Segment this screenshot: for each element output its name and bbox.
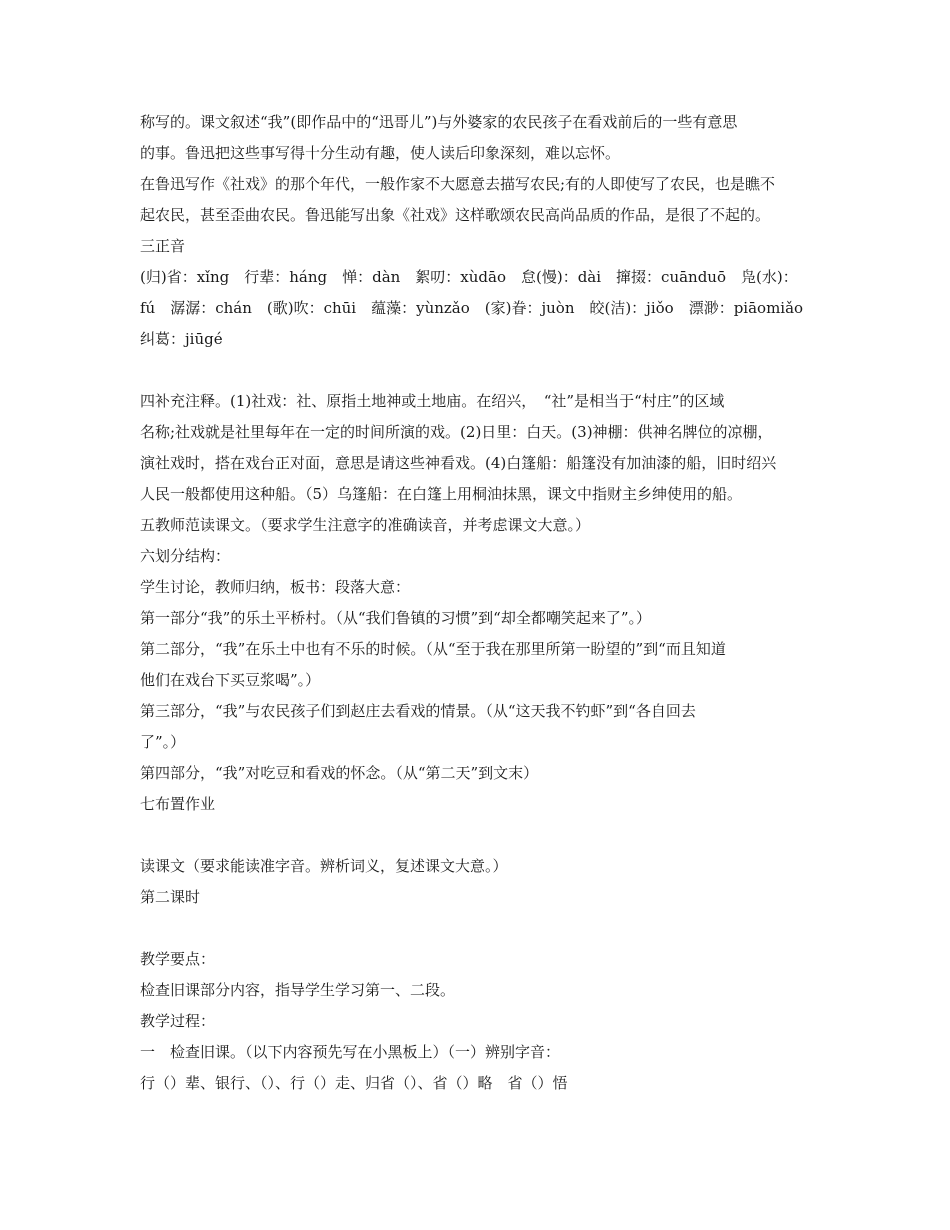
text-line: 第一部分“我”的乐土平桥村。（从“我们鲁镇的习惯”到“却全都嘲笑起来了”。） xyxy=(140,609,652,627)
document-body xyxy=(140,107,820,1099)
text-line: 行（）辈、银行、（）、行（）走、归省（）、省（）略 省（）悟 xyxy=(140,1074,568,1092)
blank-line xyxy=(140,913,820,944)
text-line: 了”。） xyxy=(140,733,186,751)
blank-line xyxy=(140,820,820,851)
text-line: fú 潺潺：chán (歌)吹：chūi 蕴藻：yùnzǎo (家)眷：juòn 皎(洁)：jiǒo 漂渺：piāomiǎo xyxy=(140,299,804,317)
text-line: 人民一般都使用这种船。（5）乌篷船：在白篷上用桐油抹黑，课文中指财主乡绅使用的船。 xyxy=(140,485,743,503)
section-heading: 教学过程： xyxy=(140,1012,216,1030)
text-line: (归)省：xǐng 行辈：háng 惮：dàn 絮叨：xùdāo 怠(慢)：dài 撺掇：cuānduō 凫(水)： xyxy=(140,268,798,286)
text-line: 检查旧课部分内容，指导学生学习第一、二段。 xyxy=(140,981,456,999)
text-line: 称写的。课文叙述“我”(即作品中的“迅哥儿”)与外婆家的农民孩子在看戏前后的一些有意思 xyxy=(140,113,738,131)
text-line: 名称;社戏就是社里每年在一定的时间所演的戏。(2)日里：白天。(3)神棚：供神名牌位的凉棚， xyxy=(140,423,773,441)
text-line: 第三部分，“我”与农民孩子们到赵庄去看戏的情景。（从“这天我不钓虾”到“各自回去 xyxy=(140,702,696,720)
text-line: 的事。鲁迅把这些事写得十分生动有趣，使人读后印象深刻，难以忘怀。 xyxy=(140,144,621,162)
section-heading: 教学要点： xyxy=(140,950,216,968)
text-line: 学生讨论，教师归纳，板书：段落大意： xyxy=(140,578,411,596)
text-line: 他们在戏台下买豆浆喝”。） xyxy=(140,671,321,689)
section-heading: 六划分结构： xyxy=(140,547,231,565)
section-heading: 七布置作业 xyxy=(140,795,216,813)
section-heading: 三正音 xyxy=(140,237,186,255)
blank-line xyxy=(140,355,820,386)
text-line: 在鲁迅写作《社戏》的那个年代，一般作家不大愿意去描写农民;有的人即使写了农民，也是瞧不 xyxy=(140,175,776,193)
text-line: 四补充注释。(1)社戏：社、原指土地神或土地庙。在绍兴， “社”是相当于“村庄”的区域 xyxy=(140,392,725,410)
text-line: 演社戏时，搭在戏台正对面，意思是请这些神看戏。(4)白篷船：船篷没有加油漆的船，旧时绍兴 xyxy=(140,454,777,472)
text-line: 起农民，甚至歪曲农民。鲁迅能写出象《社戏》这样歌颂农民高尚品质的作品，是很了不起的。 xyxy=(140,206,771,224)
text-line: 第二部分，“我”在乐土中也有不乐的时候。（从“至于我在那里所第一盼望的”到“而且知道 xyxy=(140,640,726,658)
text-line: 第四部分，“我”对吃豆和看戏的怀念。（从“第二天”到文末） xyxy=(140,764,539,782)
section-heading: 第二课时 xyxy=(140,888,201,906)
text-line: 一 检查旧课。（以下内容预先写在小黑板上）（一）辨别字音： xyxy=(140,1043,561,1061)
section-heading: 五教师范读课文。（要求学生注意字的准确读音，并考虑课文大意。） xyxy=(140,516,591,534)
text-line: 读课文（要求能读准字音。辨析词义，复述课文大意。） xyxy=(140,857,508,875)
text-line: 纠葛：jiūgé xyxy=(140,330,223,348)
